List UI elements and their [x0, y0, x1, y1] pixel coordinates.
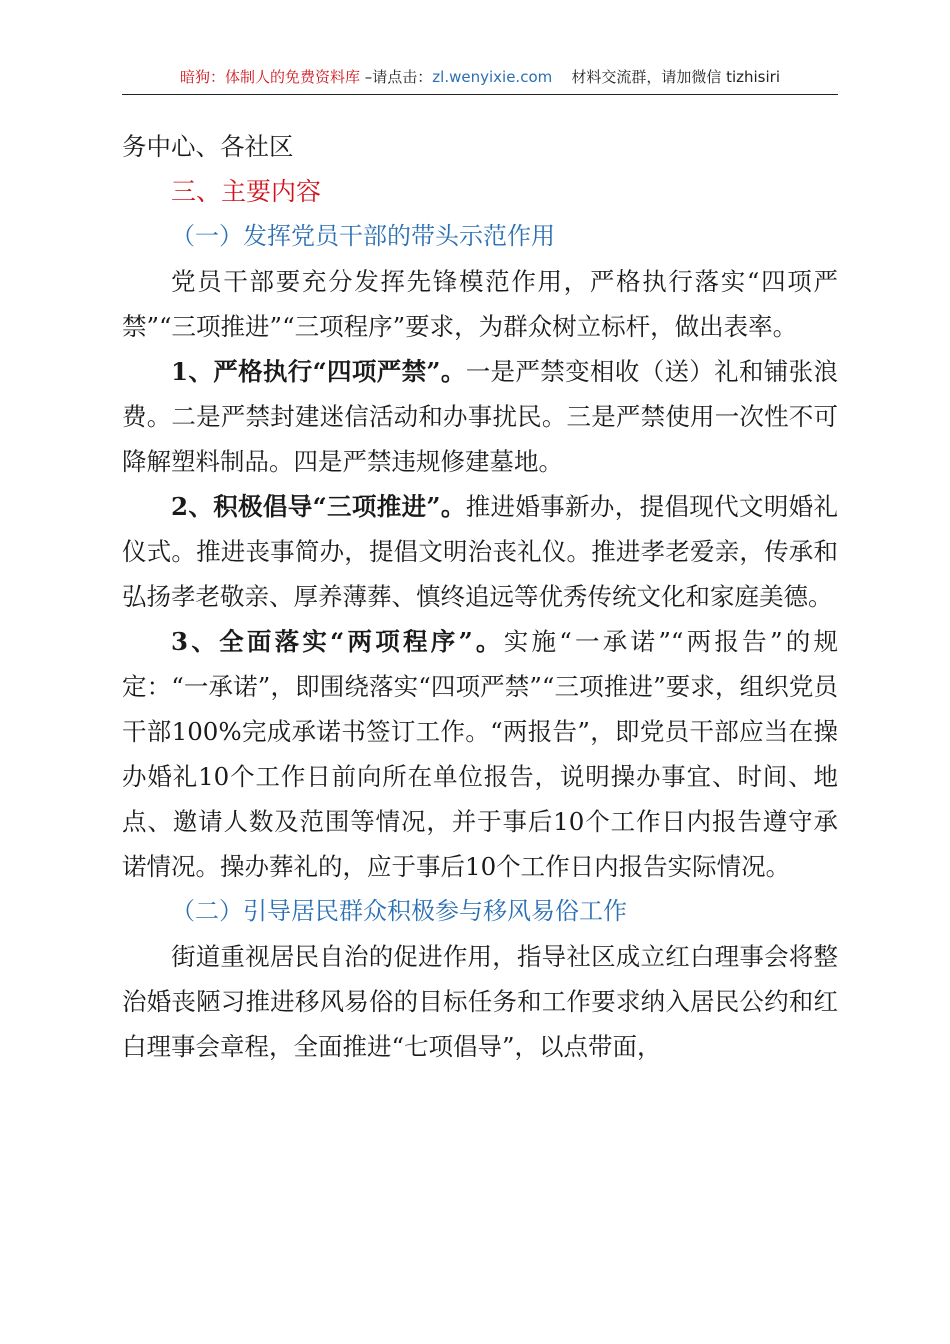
header-group-info: 材料交流群，请加微信 tizhisiri [571, 68, 780, 86]
item-1 [122, 349, 838, 484]
page-header [122, 66, 838, 95]
continued-paragraph: 务中心、各社区 [122, 132, 294, 161]
paragraph-2: 街道重视居民自治的促进作用，指导社区成立红白理事会将整治婚丧陋习推进移风易俗的目标任务和工作要求纳入居民公约和红白理事会章程，全面推进“七项倡导”，以点带面， [122, 942, 838, 1061]
document-body [122, 124, 838, 1069]
item-3-title: 3、全面落实“两项程序”。 [171, 627, 504, 656]
paragraph-1: 党员干部要充分发挥先锋模范作用，严格执行落实“四项严禁”“三项推进”“三项程序”要求，为群众树立标杆，做出表率。 [122, 267, 838, 341]
item-2-title: 2、积极倡导“三项推进”。 [171, 492, 466, 521]
item-3-text: 实施“一承诺”“两报告”的规定：“一承诺”，即围绕落实“四项严禁”“三项推进”要求，组织党员干部100%完成承诺书签订工作。“两报告”，即党员干部应当在操办婚礼10个工作日前向所在单位报告，说明操办事宜、时间、地点、邀请人数及范围等情况，并于事后10个工作日内报告遵守承诺情况。操办葬礼的，应于事后10个工作日内报告实际情况。 [122, 627, 838, 881]
subsection-title-1: （一）发挥党员干部的带头示范作用 [171, 222, 555, 250]
item-1-title: 1、严格执行“四项严禁”。 [171, 357, 466, 386]
item-2 [122, 484, 838, 619]
subsection-title-2: （二）引导居民群众积极参与移风易俗工作 [171, 897, 627, 925]
section-title: 三、主要内容 [171, 177, 322, 206]
header-brand: 暗狗：体制人的免费资料库 [180, 68, 361, 86]
item-3 [122, 619, 838, 889]
item-1-text: 一是严禁变相收（送）礼和铺张浪费。二是严禁封建迷信活动和办事扰民。三是严禁使用一次性不可降解塑料制品。四是严禁违规修建墓地。 [122, 357, 839, 476]
header-url-link[interactable]: zl.wenyixie.com [432, 68, 553, 86]
header-click-prompt: –请点击： [360, 68, 433, 86]
item-2-text: 推进婚事新办，提倡现代文明婚礼仪式。推进丧事简办，提倡文明治丧礼仪。推进孝老爱亲，传承和弘扬孝老敬亲、厚养薄葬、慎终追远等优秀传统文化和家庭美德。 [122, 492, 839, 611]
